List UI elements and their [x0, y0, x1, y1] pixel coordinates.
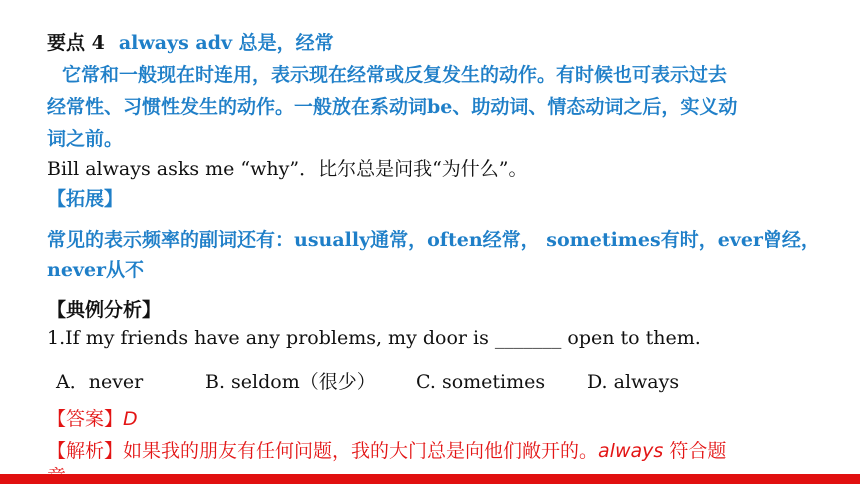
key-point-keyword: always adv 总是，经常: [118, 32, 334, 54]
bottom-accent-bar: [0, 474, 860, 484]
key-point-title: [47, 28, 334, 55]
key-point-label: 要点 4: [47, 32, 105, 54]
analysis-text-2: 符合题: [663, 440, 727, 462]
description-line-1: 它常和一般现在时连用，表示现在经常或反复发生的动作。有时候也可表示过去: [62, 64, 728, 86]
example-sentence: Bill always asks me “why”．比尔总是问我“为什么”。: [47, 158, 528, 180]
answer-value: D: [123, 408, 138, 430]
option-c: C. sometimes: [416, 371, 546, 393]
option-a: A．never: [56, 371, 144, 393]
answer-label: 【答案】: [47, 408, 124, 430]
description-line-2: 经常性、习惯性发生的动作。一般放在系动词be、助动词、情态动词之后，实义动: [47, 96, 738, 118]
description-line-3: 词之前。: [47, 128, 124, 150]
analysis-keyword: always: [598, 440, 664, 462]
option-d: D. always: [587, 371, 680, 393]
option-b: B. seldom（很少）: [205, 371, 376, 393]
analysis-line: [47, 436, 726, 463]
analysis-heading: 【典例分析】: [47, 299, 162, 321]
extension-heading: 【拓展】: [47, 188, 124, 210]
question-text: 1.If my friends have any problems, my door is _______ open to them.: [47, 327, 701, 349]
options-row: [56, 367, 679, 394]
analysis-label: 【解析】: [47, 440, 124, 462]
answer-line: [47, 404, 138, 431]
extension-line-1: 常见的表示频率的副词还有：usually通常，often经常， sometimes有时，ever曾经，: [47, 229, 820, 251]
extension-line-2: never从不: [47, 259, 145, 281]
analysis-text-1: 如果我的朋友有任何问题，我的大门总是向他们敞开的。: [123, 440, 599, 462]
